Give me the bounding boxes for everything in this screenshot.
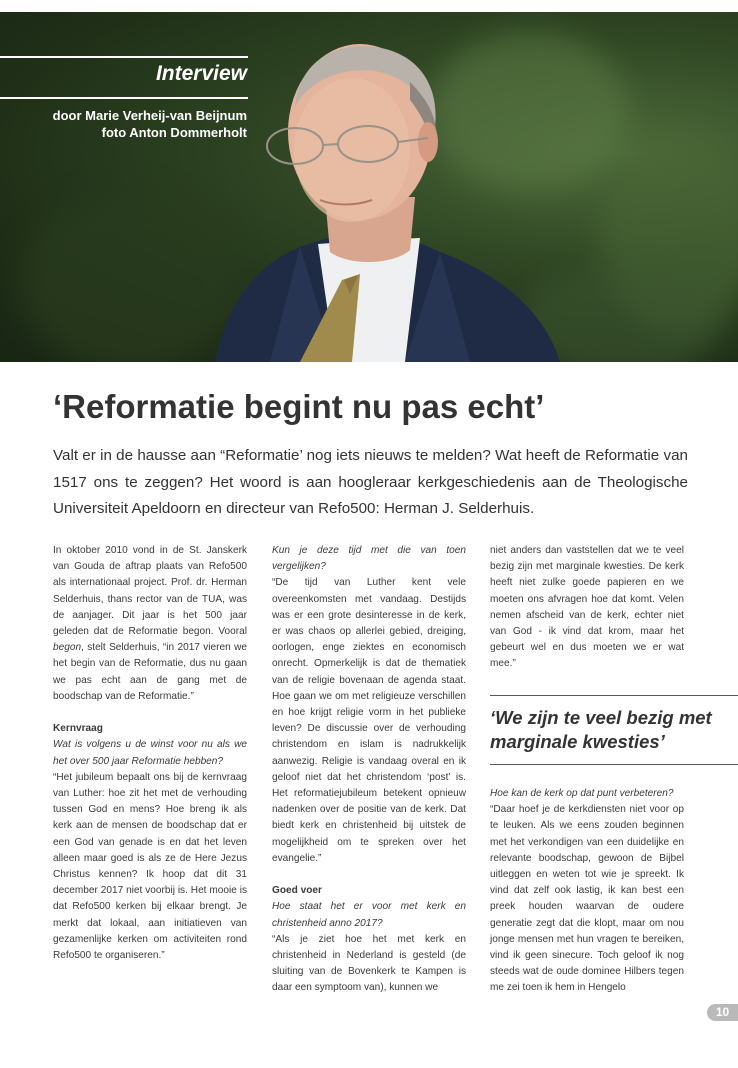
article-title: ‘Reformatie begint nu pas echt’ <box>53 388 545 425</box>
column-2 <box>272 543 466 997</box>
pull-quote <box>490 695 738 765</box>
photo-credit: foto Anton Dommerholt <box>101 125 247 140</box>
interview-answer: “De tijd van Luther kent vele overeenkomsten met vandaag. Destijds was er een grote desinteresse in de kerk, er was chaos op allerlei gebied, dreiging, oorlogen, enge ziektes en economisch onrecht. Opmerkelijk is dat de thematiek van de religie bovenaan de agenda staat. Hoe gaan we om met religieuze verschillen en hoe krijgt religie vorm in het publieke leven? De discussie over de verhouding christendom en islam is nadrukkelijk aanwezig. Religie is vandaag overal en ik geloof niet dat het christendom ‘post’ is. Het reformatiejubileum betekent opnieuw nadenken over de positie van de kerk. Dat biedt kerk en christenheid bij uitstek de mogelijkheid om te spreken over het evangelie.” <box>272 577 466 864</box>
interview-question: Wat is volgens u de winst voor nu als we het over 500 jaar Reformatie hebben? <box>53 739 247 767</box>
mid-rule <box>0 97 248 99</box>
article-lead: Valt er in de hausse aan “Reformatie’ nog iets nieuws te melden? Wat heeft de Reformatie van 1517 ons te zeggen? Het woord is aan hoogleraar kerkgeschiedenis aan de Theologische Universiteit Apeldoorn en directeur van Refo500: Herman J. Selderhuis. <box>53 447 688 517</box>
subheading-goed-voer: Goed voer <box>272 885 322 897</box>
byline: door Marie Verheij-van Beijnum <box>52 108 247 123</box>
page-number: 10 <box>707 1004 738 1021</box>
column-3-lower <box>490 786 684 997</box>
interview-answer: “Daar hoef je de kerkdiensten niet voor op te leuken. Als we eens zouden beginnen met het verkondigen van een duidelijke en relevante boodschap, gewoon de Bijbel uitleggen en weten tot wie je spreekt. Ik vind dat zelf ook lastig, ik kan best een preek houden waarvan de oudere generatie zegt dat die klopt, maar om nou jonge mensen met hun vragen te bereiken, vind ik geen sinecure. Toch geloof ik nog steeds wat de oude dominee Hilbers tegen me zei toen ik hem in Hengelo <box>490 804 684 994</box>
hero-photo <box>0 12 738 362</box>
top-rule <box>0 56 248 58</box>
pull-quote-text: ‘We zijn te veel bezig met marginale kwesties’ <box>490 707 712 752</box>
continued-answer: niet anders dan vaststellen dat we te veel bezig zijn met marginale kwesties. De kerk heeft niet zulke goede papieren en we moeten ons afvragen hoe dat komt. Velen nemen afscheid van de kerk, echter niet van God - ik vind dat krom, maar het gebeurt wel en dus moeten we er wat mee.” <box>490 545 684 670</box>
intro-paragraph: In oktober 2010 vond in de St. Janskerk van Gouda de aftrap plaats van Refo500 als internationaal project. Prof. dr. Herman Selderhuis, thans rector van de TUA, was de aanjager. Dit jaar is het 500 jaar geleden dat de Reformatie begon. Vooral begon, stelt Selderhuis, “in 2017 vieren we het begin van de Reformatie, dus nu gaan we pas echt aan de gang met de boodschap van de Reformatie.” <box>53 545 247 702</box>
column-3 <box>490 543 684 673</box>
interview-question: Hoe kan de kerk op dat punt verbeteren? <box>490 788 674 799</box>
interview-question: Kun je deze tijd met die van toen vergelijken? <box>272 545 466 573</box>
section-kicker: Interview <box>155 62 247 85</box>
column-1 <box>53 543 247 964</box>
interview-question: Hoe staat het er voor met kerk en christenheid anno 2017? <box>272 901 466 929</box>
interview-answer: “Als je ziet hoe het met kerk en christenheid in Nederland is gesteld (de sluiting van de Bovenkerk te Kampen is daar een symptoom van), kunnen we <box>272 933 466 994</box>
interview-answer: “Het jubileum bepaalt ons bij de kernvraag van Luther: hoe zit het met de verhouding tussen God en mens? Hoe breng ik als kerk aan de mensen de boodschap dat er een God van genade is en dat het leven alleen maar goed is als ze de Here Jezus Christus kennen? Ik hoop dat dit 31 december 2017 niet voorbij is. Het mooie is dat Refo500 kerken bij elkaar brengt. Je merkt dat lokaal, aan initiatieven van gezamenlijke kerken om activiteiten rond Refo500 te organiseren.” <box>53 771 247 962</box>
subheading-kernvraag: Kernvraag <box>53 723 103 735</box>
pull-quote-rule-bottom <box>490 764 738 765</box>
